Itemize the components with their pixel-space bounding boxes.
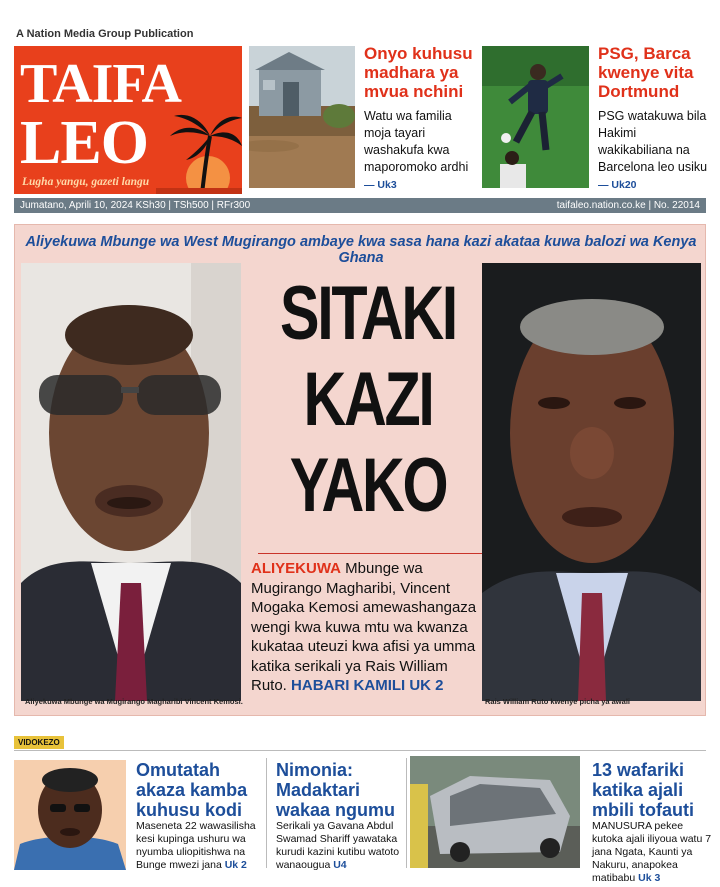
- caption-ruto: Rais William Ruto kwenye picha ya awali: [485, 697, 630, 706]
- masthead-logo[interactable]: [14, 46, 242, 194]
- palm-tree-icon: [156, 106, 242, 194]
- vidokezo-separator: [266, 758, 267, 868]
- vidokezo-ref-ajali[interactable]: Uk 3: [638, 872, 661, 884]
- story-body-text: Mbunge wa Mugirango Magharibi, Vincent Mogaka Kemosi amewashangaza wengi kwa kuwa mtu wa kwanza kukataa uteuzi kwa afisi ya umma katika serikali ya Rais William Ruto.: [251, 560, 477, 694]
- vidokezo-title-omtatah[interactable]: Omutatah akaza kamba kuhusu kodi: [136, 760, 248, 820]
- vidokezo-body-omtatah-text: Maseneta 22 wawasilisha kesi kupinga ushuru wa nyumba uliopitishwa na Bunge mwezi jana: [136, 820, 256, 871]
- vidokezo-body-nimonia-text: Serikali ya Gavana Abdul Swamad Shariff yawataka kurudi kazini kutibu watoto wanaougua: [276, 820, 400, 871]
- story-lead-word: ALIYEKUWA: [251, 560, 341, 577]
- teaser-body-floods: [364, 108, 476, 194]
- headline-line-3: YAKO: [289, 443, 447, 528]
- vidokezo-body-ajali-text: MANUSURA pekee kutoka ajali iliyoua watu 7 jana Ngata, Kaunti ya Nakuru, anapokea matibabu: [592, 820, 712, 884]
- vidokezo-ref-nimonia[interactable]: U4: [333, 859, 347, 871]
- main-story: [14, 224, 706, 716]
- photo-kemosi: [21, 263, 241, 701]
- teaser-body-psg-text: PSG watakuwa bila Hakimi wakikabiliana na Barcelona leo usiku: [598, 109, 708, 174]
- vidokezo-title-ajali[interactable]: 13 wafariki katika ajali mbili tofauti: [592, 760, 694, 820]
- photo-ruto: [482, 263, 701, 701]
- teaser-flood-photo[interactable]: [249, 46, 355, 188]
- vidokezo-body-omtatah: [136, 820, 260, 872]
- masthead-tagline: Lugha yangu, gazeti langu: [22, 176, 150, 188]
- main-headline: [274, 271, 461, 529]
- teaser-football-photo[interactable]: [482, 46, 589, 188]
- teaser-body-floods-text: Watu wa familia moja tayari washakufa kwa maporomoko ardhi: [364, 109, 469, 174]
- vidokezo-label: VIDOKEZO: [14, 736, 64, 749]
- vidokezo-body-ajali: [592, 820, 712, 885]
- date-price-bar: [14, 198, 706, 213]
- story-kicker: Aliyekuwa Mbunge wa West Mugirango ambaye kwa sasa hana kazi akataa kuwa balozi wa Kenya Ghana: [25, 234, 697, 266]
- headline-line-1: SITAKI: [280, 271, 456, 356]
- vidokezo-ref-omtatah[interactable]: Uk 2: [224, 859, 247, 871]
- masthead-word-taifa: TAIFA: [20, 53, 181, 115]
- vidokezo-photo-accident[interactable]: [410, 756, 580, 868]
- teaser-title-psg[interactable]: PSG, Barca kwenye vita Dortmund: [598, 44, 694, 101]
- vidokezo-photo-omtatah[interactable]: [14, 760, 126, 870]
- headline-line-2: KAZI: [303, 357, 433, 442]
- teaser-ref-floods[interactable]: — Uk3: [364, 179, 397, 191]
- date-and-prices: Jumatano, Aprili 10, 2024 KSh30 | TSh500 | RFr300: [20, 200, 251, 211]
- vidokezo-title-nimonia[interactable]: Nimonia: Madaktari wakaa ngumu: [276, 760, 396, 820]
- story-body: [251, 559, 483, 696]
- website-and-issue[interactable]: taifaleo.nation.co.ke | No. 22014: [556, 200, 700, 211]
- teaser-body-psg: [598, 108, 712, 194]
- teaser-title-floods[interactable]: Onyo kuhusu madhara ya mvua nchini: [364, 44, 473, 101]
- read-more-link[interactable]: HABARI KAMILI UK 2: [291, 677, 444, 694]
- vidokezo-rule: [14, 750, 706, 751]
- masthead-word-leo: LEO: [20, 109, 148, 177]
- caption-kemosi: Aliyekuwa Mbunge wa Mugirango Magharibi Vincent Kemosi.: [25, 697, 243, 706]
- headline-divider: [258, 553, 484, 554]
- vidokezo-separator: [406, 758, 407, 868]
- teaser-ref-psg[interactable]: — Uk20: [598, 179, 637, 191]
- vidokezo-body-nimonia: [276, 820, 400, 872]
- publisher-line: A Nation Media Group Publication: [16, 28, 194, 40]
